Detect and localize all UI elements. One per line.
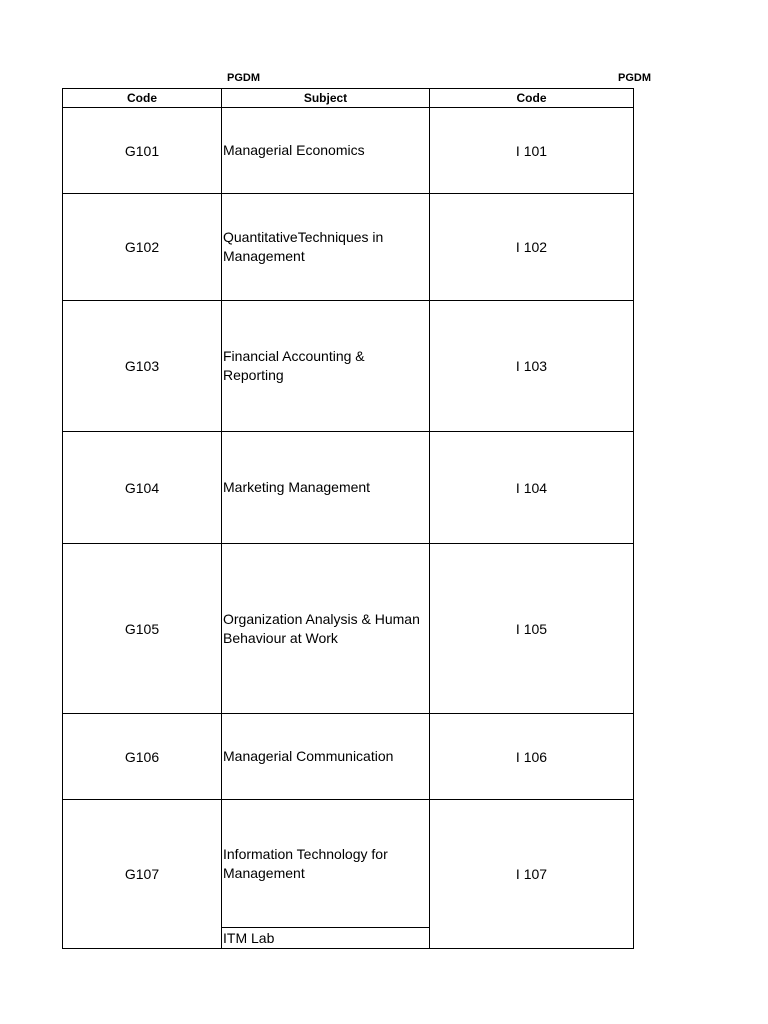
- table-row: [63, 301, 634, 432]
- course-subject: Marketing Management: [222, 432, 430, 544]
- course-code: G103: [63, 301, 222, 432]
- course-code-2: I 103: [430, 301, 634, 432]
- course-subject: Organization Analysis & Human Behaviour at Work: [222, 544, 430, 714]
- course-code: G105: [63, 544, 222, 714]
- table-row: [63, 800, 634, 928]
- course-subject: Managerial Economics: [222, 108, 430, 194]
- course-subject: Financial Accounting & Reporting: [222, 301, 430, 432]
- course-code: G102: [63, 194, 222, 301]
- course-code-2: I 101: [430, 108, 634, 194]
- course-code: G107: [63, 800, 222, 949]
- course-code: G106: [63, 714, 222, 800]
- table-header-row: [63, 89, 634, 108]
- program-title-left: PGDM: [227, 72, 260, 84]
- course-sub-subject: ITM Lab: [222, 928, 430, 949]
- course-subject: Information Technology for Management: [222, 800, 430, 928]
- course-code: G101: [63, 108, 222, 194]
- course-subject: QuantitativeTechniques in Management: [222, 194, 430, 301]
- course-code: G104: [63, 432, 222, 544]
- course-code-2: I 102: [430, 194, 634, 301]
- table-row: [63, 194, 634, 301]
- table-row: [63, 714, 634, 800]
- column-header-subject: Subject: [222, 89, 430, 108]
- table-row: [63, 544, 634, 714]
- table-row: [63, 432, 634, 544]
- course-code-2: I 107: [430, 800, 634, 949]
- course-code-2: I 104: [430, 432, 634, 544]
- course-code-2: I 105: [430, 544, 634, 714]
- course-table: [62, 88, 634, 949]
- column-header-code-2: Code: [430, 89, 634, 108]
- course-subject: Managerial Communication: [222, 714, 430, 800]
- table-row: [63, 108, 634, 194]
- program-title-right: PGDM: [618, 72, 651, 84]
- course-code-2: I 106: [430, 714, 634, 800]
- column-header-code: Code: [63, 89, 222, 108]
